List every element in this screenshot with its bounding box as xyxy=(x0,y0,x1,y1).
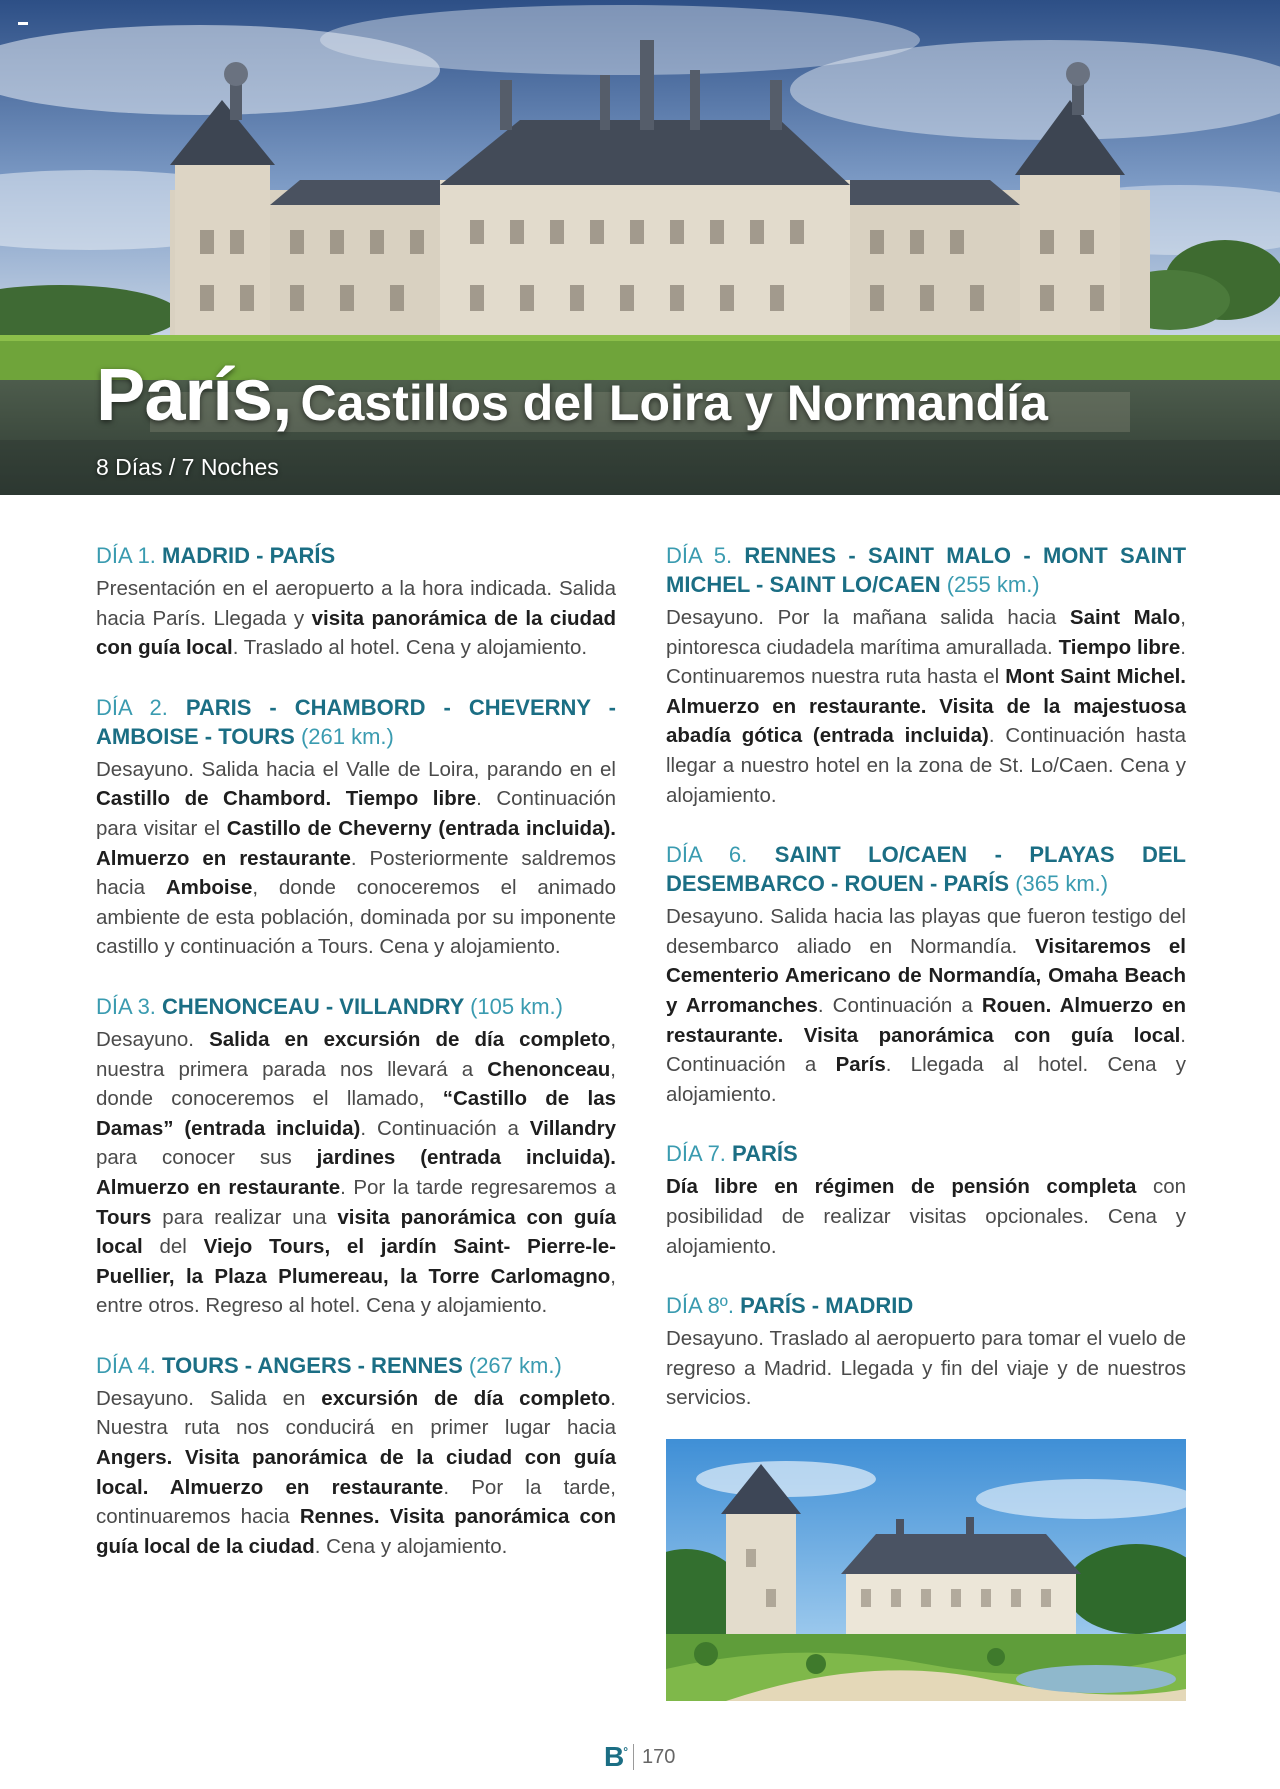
day-description xyxy=(666,1324,1186,1413)
itinerary-column-right xyxy=(666,541,1186,1443)
body-text: . Cena y alojamiento. xyxy=(314,1534,508,1558)
highlight-text: Tiempo libre xyxy=(1058,635,1181,659)
day-route: PARÍS - MADRID xyxy=(740,1293,914,1319)
body-text: , pintoresca ciudadela marítima amurallada. xyxy=(666,606,1186,659)
chateau-chenonceau-photo xyxy=(666,1439,1186,1701)
day-distance: (261 km.) xyxy=(300,723,394,749)
day-label: DÍA 2. xyxy=(96,694,168,720)
day-heading xyxy=(96,541,616,570)
body-text: con posibilidad de realizar visitas opcionales. Cena y alojamiento. xyxy=(666,1175,1187,1258)
body-text: . Por la tarde regresaremos a xyxy=(340,1175,616,1199)
highlight-text: Amboise xyxy=(165,876,253,900)
itinerary-column-left xyxy=(96,541,616,1591)
page-title xyxy=(96,353,1048,436)
body-text: . Continuación a xyxy=(360,1116,530,1140)
body-text: Desayuno. Por la mañana salida hacia xyxy=(666,606,1070,629)
day-heading xyxy=(666,1291,1186,1320)
day-heading xyxy=(96,992,616,1021)
day-distance: (267 km.) xyxy=(468,1352,562,1378)
highlight-text: visita panorámica de la ciudad con guía local xyxy=(96,606,616,660)
brand-logo: B° xyxy=(604,1741,628,1772)
highlight-text: Mont Saint Michel. Almuerzo en restaurante. Visita de la majestuosa abadía gótica (entrada incluida) xyxy=(666,665,1186,748)
body-text: , donde conoceremos el animado ambiente de esta población, dominada por su imponente castillo y continuación a Tours. Cena y alojamiento. xyxy=(96,876,616,959)
highlight-text: Villandry xyxy=(529,1116,616,1140)
body-text: , nuestra primera parada nos llevará a xyxy=(96,1027,617,1081)
day-item xyxy=(96,693,616,962)
title-rest: Castillos del Loira y Normandía xyxy=(300,375,1048,431)
body-text: . Por la tarde, continuaremos hacia xyxy=(96,1475,616,1529)
day-label: DÍA 4. xyxy=(96,1352,156,1378)
day-label: DÍA 7. xyxy=(666,1141,726,1167)
day-label: DÍA 5. xyxy=(666,543,733,568)
day-heading xyxy=(666,1139,1186,1168)
day-distance: (105 km.) xyxy=(470,993,563,1019)
corner-mark xyxy=(18,22,28,25)
highlight-text: Rennes. Visita panorámica con guía local de la ciudad xyxy=(96,1505,616,1558)
day-description xyxy=(96,574,616,663)
body-text: Desayuno. Salida hacia el Valle de Loira, parando en el xyxy=(96,757,616,781)
highlight-text: París xyxy=(835,1053,886,1077)
body-text: , entre otros. Regreso al hotel. Cena y alojamiento. xyxy=(96,1264,616,1318)
day-route: RENNES - SAINT MALO - MONT SAINT MICHEL - SAINT LO/CAEN xyxy=(666,543,1187,597)
highlight-text: Castillo de Cheverny (entrada incluida). Almuerzo en restaurante xyxy=(96,816,616,870)
body-text: Desayuno. Salida en xyxy=(96,1386,322,1410)
day-description xyxy=(96,1384,616,1562)
highlight-text: “Castillo de las Damas” (entrada incluida) xyxy=(96,1087,616,1140)
body-text: . Continuación para visitar el xyxy=(96,787,617,840)
body-text: del xyxy=(142,1235,204,1259)
body-text: . Continuación hasta llegar a nuestro hotel en la zona de St. Lo/Caen. Cena y alojamiento. xyxy=(666,724,1187,807)
day-route: TOURS - ANGERS - RENNES xyxy=(162,1352,463,1378)
highlight-text: Salida en excursión de día completo xyxy=(209,1027,611,1051)
day-heading xyxy=(666,541,1186,599)
day-label: DÍA 8º. xyxy=(666,1293,734,1319)
day-label: DÍA 1. xyxy=(96,543,156,568)
body-text: . Continuaremos nuestra ruta hasta el xyxy=(666,635,1186,689)
title-main: París, xyxy=(96,353,292,436)
body-text: . Traslado al hotel. Cena y alojamiento. xyxy=(232,636,588,660)
highlight-text: Día libre en régimen de pensión completa xyxy=(666,1175,1137,1199)
day-distance: (365 km.) xyxy=(1015,871,1109,897)
day-item xyxy=(666,1139,1186,1261)
footer-divider xyxy=(633,1744,634,1770)
body-text: Desayuno. Salida hacia las playas que fueron testigo del desembarco aliado en Normandía. xyxy=(666,905,1186,958)
body-text: . Posteriormente saldremos hacia xyxy=(96,846,616,900)
highlight-text: Tours xyxy=(96,1205,152,1229)
day-route: PARIS - CHAMBORD - CHEVERNY - AMBOISE - TOURS xyxy=(96,694,616,749)
day-item xyxy=(96,1351,616,1562)
highlight-text: Rouen. Almuerzo en restaurante. Visita panorámica con guía local xyxy=(666,993,1186,1047)
highlight-text: visita panorámica con guía local xyxy=(96,1205,617,1259)
day-route: CHENONCEAU - VILLANDRY xyxy=(162,993,464,1019)
day-item xyxy=(96,541,616,663)
day-label: DÍA 3. xyxy=(96,993,156,1019)
day-heading xyxy=(96,1351,616,1380)
highlight-text: Saint Malo xyxy=(1069,606,1181,629)
body-text: , donde conoceremos el llamado, xyxy=(96,1057,616,1111)
day-item xyxy=(666,1291,1186,1413)
highlight-text: Chenonceau xyxy=(487,1057,611,1081)
page-number: 170 xyxy=(642,1745,676,1768)
highlight-text: jardines (entrada incluida). Almuerzo en restaurante xyxy=(96,1146,616,1199)
hero-banner xyxy=(0,0,1280,495)
highlight-text: Viejo Tours, el jardín Saint- Pierre-le-Puellier, la Plaza Plumereau, la Torre Carlomagno xyxy=(96,1235,617,1288)
body-text: Presentación en el aeropuerto a la hora indicada. Salida hacia París. Llegada y xyxy=(96,577,616,630)
day-route: SAINT LO/CAEN - PLAYAS DEL DESEMBARCO - ROUEN - PARÍS xyxy=(666,842,1186,897)
highlight-text: Visitaremos el Cementerio Americano de Normandía, Omaha Beach y Arromanches xyxy=(666,934,1186,1017)
day-description xyxy=(96,755,616,962)
day-heading xyxy=(96,693,616,751)
highlight-text: Castillo de Chambord. Tiempo libre xyxy=(96,787,477,811)
body-text: Desayuno. xyxy=(96,1027,210,1051)
body-text: para realizar una xyxy=(151,1205,338,1229)
trip-duration: 8 Días / 7 Noches xyxy=(96,454,279,480)
body-text: . Continuación a xyxy=(666,1023,1186,1077)
day-description xyxy=(666,1172,1186,1261)
highlight-text: excursión de día completo xyxy=(321,1386,611,1410)
day-item xyxy=(666,541,1186,810)
body-text: para conocer sus xyxy=(96,1146,317,1170)
highlight-text: Angers. Visita panorámica de la ciudad con guía local. Almuerzo en restaurante xyxy=(96,1446,616,1499)
day-description xyxy=(96,1025,616,1321)
day-description xyxy=(666,603,1186,810)
body-text: . Nuestra ruta nos conducirá en primer lugar hacia xyxy=(96,1386,616,1440)
body-text: Desayuno. Traslado al aeropuerto para tomar el vuelo de regreso a Madrid. Llegada y fin del viaje y de nuestros servicios. xyxy=(666,1327,1186,1410)
day-route: MADRID - PARÍS xyxy=(162,543,336,568)
day-label: DÍA 6. xyxy=(666,842,748,868)
body-text: . Continuación a xyxy=(817,993,982,1017)
day-heading xyxy=(666,840,1186,898)
day-item xyxy=(96,992,616,1321)
day-item xyxy=(666,840,1186,1109)
page-footer xyxy=(604,1742,675,1772)
day-distance: (255 km.) xyxy=(946,572,1040,597)
body-text: . Llegada al hotel. Cena y alojamiento. xyxy=(666,1053,1186,1106)
day-description xyxy=(666,902,1186,1109)
day-route: PARÍS xyxy=(732,1141,798,1167)
